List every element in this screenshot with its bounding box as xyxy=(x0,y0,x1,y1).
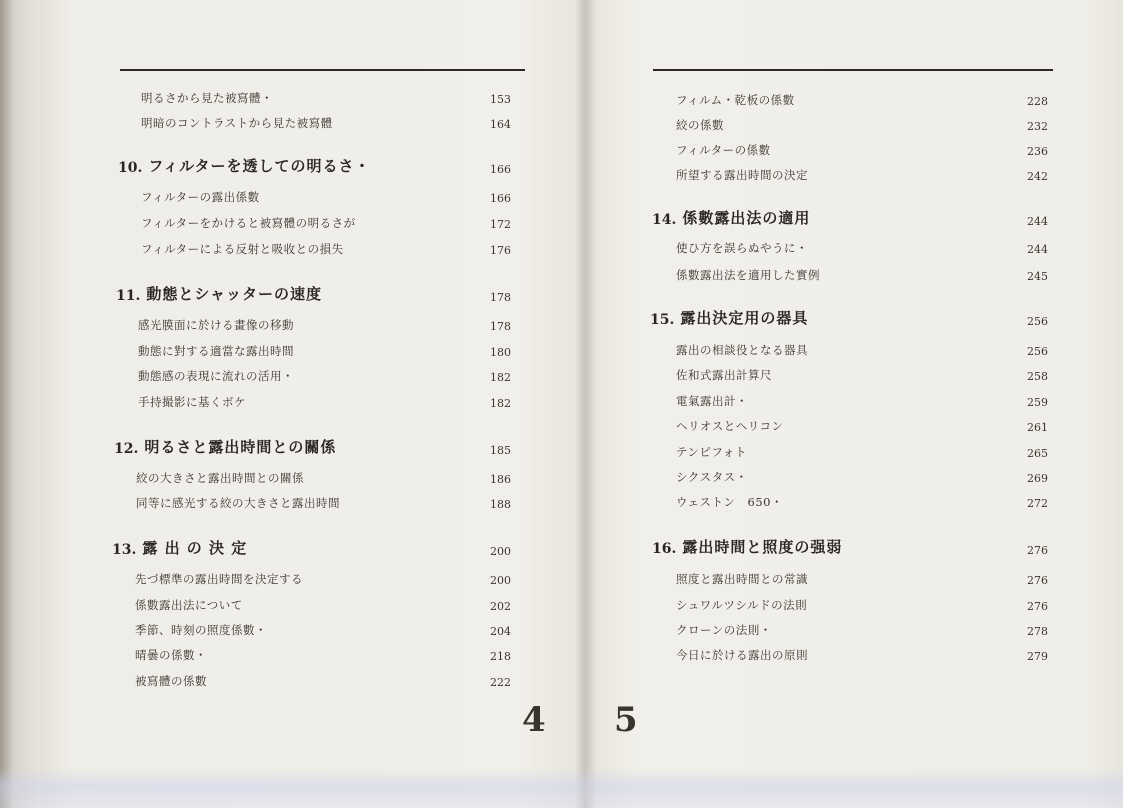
toc-entry-page: 200 xyxy=(490,574,511,587)
toc-entry xyxy=(676,113,1048,133)
toc-entry-page: 258 xyxy=(1027,370,1048,383)
leader-dots xyxy=(344,443,477,457)
toc-entry-page: 182 xyxy=(490,371,511,384)
toc-entry-page: 232 xyxy=(1027,120,1048,133)
toc-entry-page: 261 xyxy=(1027,421,1048,434)
toc-entry-title: 露出の相談役となる器具 xyxy=(676,343,808,357)
toc-entry-page: 276 xyxy=(1027,600,1048,613)
leader-dots xyxy=(302,319,477,333)
chapter-number: 12. xyxy=(114,441,139,457)
leader-dots xyxy=(255,544,477,558)
chapter-title: フィルターを透しての明るさ・ xyxy=(148,157,371,175)
toc-entry xyxy=(138,390,511,410)
toc-entry-title: フィルターをかけると被寫體の明るさが xyxy=(141,216,356,230)
toc-entry xyxy=(676,618,1048,638)
toc-entry-title: 明暗のコントラストから見た被寫體 xyxy=(141,116,333,130)
toc-entry-page: 202 xyxy=(490,600,511,613)
toc-entry xyxy=(676,236,1048,256)
toc-entry xyxy=(676,389,1048,409)
leader-dots xyxy=(379,162,477,176)
leader-dots xyxy=(311,573,477,587)
chapter-number: 13. xyxy=(112,542,137,558)
toc-entry xyxy=(135,669,511,689)
toc-entry-page: 244 xyxy=(1027,243,1048,256)
chapter-number: 11. xyxy=(116,288,141,304)
toc-entry-page: 236 xyxy=(1027,145,1048,158)
toc-entry xyxy=(138,313,511,333)
toc-chapter-heading xyxy=(118,150,511,176)
chapter-title: 係數露出法の適用 xyxy=(682,209,811,227)
leader-dots xyxy=(816,649,1014,663)
book-gutter xyxy=(575,0,597,808)
toc-entry-page: 276 xyxy=(1027,544,1048,557)
toc-entry-page: 166 xyxy=(490,163,511,176)
toc-entry xyxy=(676,363,1048,383)
toc-entry-title: フィルターによる反射と吸收との損失 xyxy=(141,242,344,256)
leader-dots xyxy=(828,269,1014,283)
leader-dots xyxy=(215,675,477,689)
chapter-title: 露出決定用の器具 xyxy=(680,309,809,327)
toc-chapter-heading xyxy=(116,278,511,304)
toc-entry xyxy=(676,338,1048,358)
toc-entry-page: 164 xyxy=(490,118,511,131)
toc-entry-page: 265 xyxy=(1027,447,1048,460)
chapter-number: 14. xyxy=(652,212,677,228)
toc-entry xyxy=(676,593,1048,613)
leader-dots xyxy=(780,369,1014,383)
left-page-header-rule xyxy=(120,69,525,71)
toc-entry-title: 感光膜面に於ける畫像の移動 xyxy=(138,318,294,332)
leader-dots xyxy=(816,573,1014,587)
page-stack-edge xyxy=(0,0,40,808)
leader-dots xyxy=(348,497,477,511)
toc-entry-page: 178 xyxy=(490,320,511,333)
toc-entry xyxy=(676,567,1048,587)
toc-entry xyxy=(676,643,1048,663)
leader-dots xyxy=(215,649,477,663)
toc-entry-title: 照度と露出時間との常識 xyxy=(676,572,808,586)
leader-dots xyxy=(755,446,1014,460)
toc-entry-page: 259 xyxy=(1027,396,1048,409)
toc-entry xyxy=(141,86,511,106)
leader-dots xyxy=(732,119,1014,133)
toc-chapter-heading xyxy=(114,431,511,457)
toc-entry xyxy=(676,414,1048,434)
toc-entry-title: 今日に於ける露出の原則 xyxy=(676,648,808,662)
toc-entry-title: クローンの法則・ xyxy=(676,623,772,637)
toc-entry xyxy=(136,491,511,511)
chapter-number: 15. xyxy=(650,312,675,328)
toc-entry-title: テンピフォト xyxy=(676,445,747,459)
toc-entry-page: 276 xyxy=(1027,574,1048,587)
toc-entry-page: 200 xyxy=(490,545,511,558)
leader-dots xyxy=(281,92,477,106)
toc-entry-page: 188 xyxy=(490,498,511,511)
toc-entry-page: 185 xyxy=(490,444,511,457)
toc-entry-title: 電氣露出計・ xyxy=(676,394,748,408)
leader-dots xyxy=(816,169,1014,183)
toc-entry xyxy=(135,618,511,638)
leader-dots xyxy=(251,599,477,613)
toc-entry xyxy=(138,364,511,384)
toc-entry-title: 使ひ方を誤らぬやうに・ xyxy=(676,241,808,255)
toc-entry-page: 222 xyxy=(490,676,511,689)
leader-dots xyxy=(816,242,1014,256)
leader-dots xyxy=(330,290,477,304)
toc-entry-title: 手持撮影に基くボケ xyxy=(138,395,246,409)
toc-entry-page: 186 xyxy=(490,473,511,486)
toc-entry-page: 153 xyxy=(490,93,511,106)
toc-entry xyxy=(135,643,511,663)
toc-entry-title: フィルターの露出係數 xyxy=(141,190,260,204)
toc-chapter-heading xyxy=(650,302,1048,328)
toc-entry-page: 256 xyxy=(1027,315,1048,328)
scan-edge-band xyxy=(0,768,1123,808)
leader-dots xyxy=(275,624,477,638)
page-number-right: 5 xyxy=(614,700,638,740)
toc-entry xyxy=(676,163,1048,183)
leader-dots xyxy=(254,396,477,410)
toc-entry-title: シュワルツシルドの法則 xyxy=(676,598,808,612)
leader-dots xyxy=(352,243,477,257)
chapter-title: 明るさと露出時間との關係 xyxy=(144,438,337,456)
right-page-header-rule xyxy=(653,69,1053,71)
toc-entry-title: 明るさから見た被寫體・ xyxy=(141,91,273,105)
leader-dots xyxy=(815,599,1014,613)
leader-dots xyxy=(791,496,1014,510)
toc-entry-title: 絞の大きさと露出時間との關係 xyxy=(136,471,304,485)
toc-entry-title: ヘリオスとヘリコン xyxy=(676,419,784,433)
leader-dots xyxy=(302,345,477,359)
toc-entry xyxy=(138,339,511,359)
toc-entry-page: 182 xyxy=(490,397,511,410)
toc-chapter-heading xyxy=(112,532,511,558)
toc-entry-title: 絞の係數 xyxy=(676,118,724,132)
toc-entry xyxy=(676,440,1048,460)
toc-entry-title: 同等に感光する絞の大きさと露出時間 xyxy=(136,496,340,510)
toc-entry-page: 178 xyxy=(490,291,511,304)
toc-entry-title: 先づ標準の露出時間を決定する xyxy=(135,572,303,586)
toc-entry-title: 係數露出法を適用した實例 xyxy=(676,268,820,282)
leader-dots xyxy=(818,214,1014,228)
toc-entry-page: 272 xyxy=(1027,497,1048,510)
toc-entry-page: 256 xyxy=(1027,345,1048,358)
toc-entry xyxy=(676,490,1048,510)
toc-entry-title: 所望する露出時間の決定 xyxy=(676,168,808,182)
toc-entry-title: 動態に對する適當な露出時間 xyxy=(138,344,294,358)
toc-entry-title: フィルム・乾板の係數 xyxy=(676,93,795,107)
leader-dots xyxy=(850,543,1014,557)
leader-dots xyxy=(364,217,477,231)
toc-entry-page: 204 xyxy=(490,625,511,638)
toc-entry-page: 245 xyxy=(1027,270,1048,283)
toc-entry-page: 279 xyxy=(1027,650,1048,663)
toc-chapter-heading xyxy=(652,531,1048,557)
toc-entry-page: 218 xyxy=(490,650,511,663)
leader-dots xyxy=(756,395,1014,409)
toc-entry-page: 180 xyxy=(490,346,511,359)
toc-entry xyxy=(676,465,1048,485)
toc-entry-title: 係數露出法について xyxy=(135,598,243,612)
toc-entry-page: 278 xyxy=(1027,625,1048,638)
leader-dots xyxy=(756,471,1014,485)
leader-dots xyxy=(302,370,477,384)
leader-dots xyxy=(803,94,1014,108)
chapter-title: 動態とシャッターの速度 xyxy=(146,285,323,303)
toc-entry-page: 244 xyxy=(1027,215,1048,228)
toc-entry xyxy=(676,138,1048,158)
leader-dots xyxy=(268,191,477,205)
leader-dots xyxy=(792,420,1014,434)
toc-entry-page: 242 xyxy=(1027,170,1048,183)
toc-entry xyxy=(676,263,1048,283)
leader-dots xyxy=(780,624,1014,638)
chapter-title: 露出時間と照度の强弱 xyxy=(682,538,843,556)
toc-entry-page: 176 xyxy=(490,244,511,257)
leader-dots xyxy=(341,117,477,131)
toc-entry xyxy=(141,237,511,257)
chapter-number: 10. xyxy=(118,160,143,176)
toc-entry-page: 269 xyxy=(1027,472,1048,485)
toc-entry xyxy=(676,88,1048,108)
toc-entry-title: フィルターの係數 xyxy=(676,143,771,157)
page-number-left: 4 xyxy=(522,700,546,740)
toc-entry xyxy=(141,211,511,231)
leader-dots xyxy=(312,472,477,486)
chapter-title: 露 出 の 決 定 xyxy=(142,539,248,557)
toc-entry-title: シクスタス・ xyxy=(676,470,748,484)
leader-dots xyxy=(816,314,1014,328)
toc-entry xyxy=(141,111,511,131)
toc-chapter-heading xyxy=(652,202,1048,228)
toc-entry-title: 佐和式露出計算尺 xyxy=(676,368,772,382)
toc-entry-title: ウェストン 650・ xyxy=(676,495,783,509)
toc-entry xyxy=(135,593,511,613)
chapter-number: 16. xyxy=(652,541,677,557)
toc-entry-page: 172 xyxy=(490,218,511,231)
toc-entry-title: 被寫體の係數 xyxy=(135,674,207,688)
toc-entry-title: 季節、時刻の照度係數・ xyxy=(135,623,267,637)
leader-dots xyxy=(816,344,1014,358)
toc-entry xyxy=(135,567,511,587)
toc-entry xyxy=(136,466,511,486)
toc-entry-title: 晴曇の係數・ xyxy=(135,648,207,662)
toc-entry xyxy=(141,185,511,205)
toc-entry-title: 動態感の表現に流れの活用・ xyxy=(138,369,294,383)
leader-dots xyxy=(779,144,1014,158)
toc-entry-page: 166 xyxy=(490,192,511,205)
toc-entry-page: 228 xyxy=(1027,95,1048,108)
